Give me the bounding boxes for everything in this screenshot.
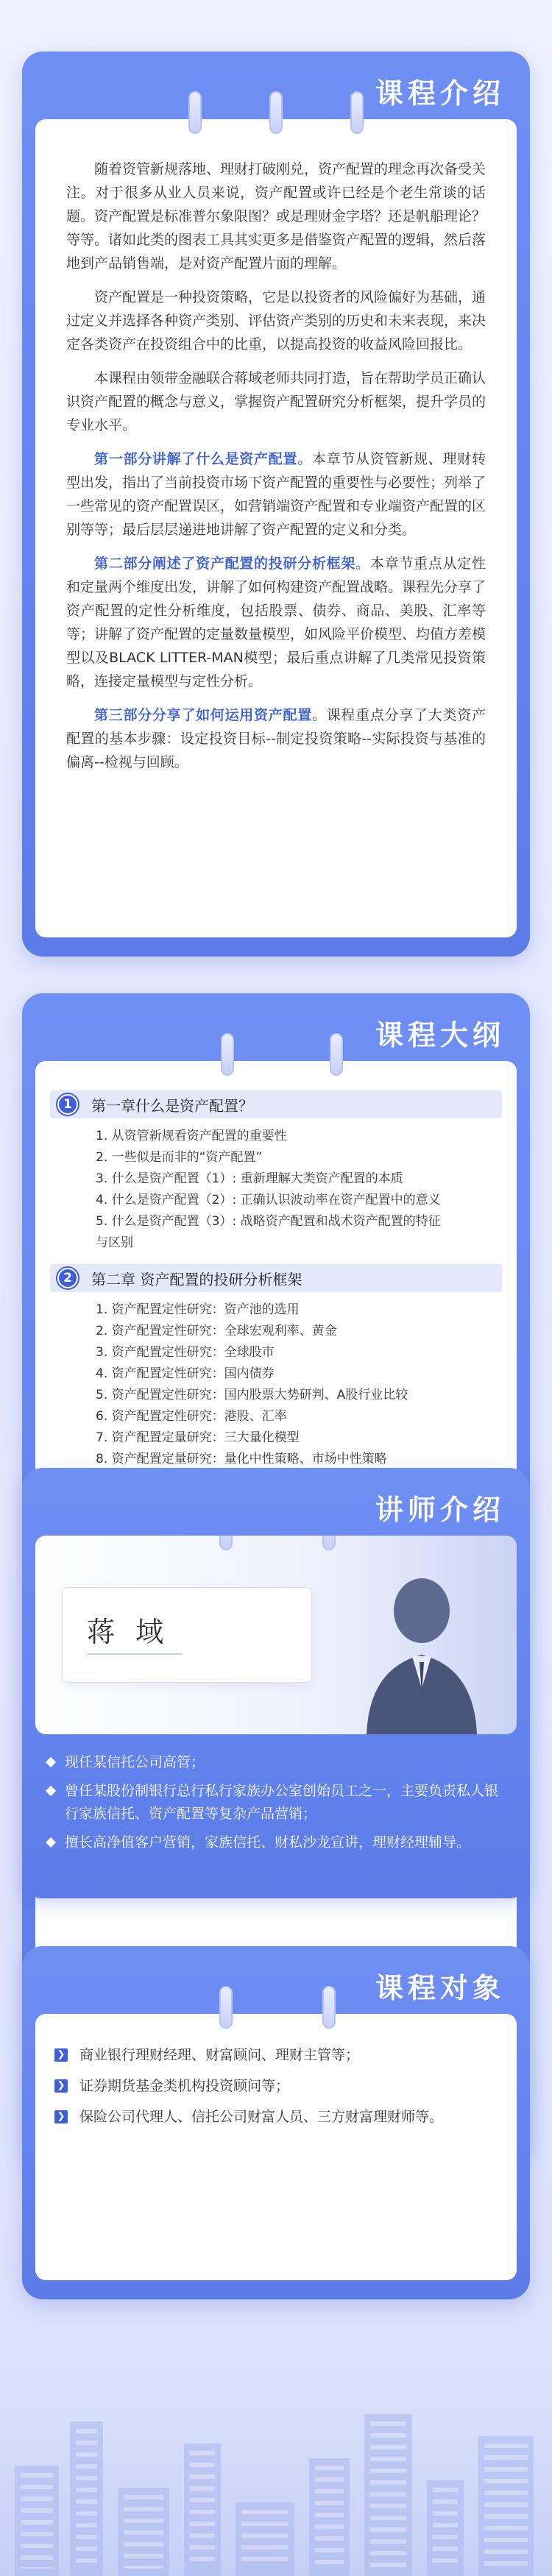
bullet-icon (46, 1757, 56, 1767)
audience-item (54, 2074, 498, 2098)
binder-ring (330, 1033, 343, 1076)
binder-ring (322, 1986, 336, 2029)
outline-item: 3. 资产配置定性研究：全球股市 (96, 1345, 275, 1360)
intro-paragraph: 随着资管新规落地、理财打破刚兑，资产配置的理念再次备受关注。对于很多从业人员来说，资产配置或许已经是个老生常谈的话题。资产配置是标准普尔象限图？或是理财金字塔？还是帆船理论？等等。诸如此类的图表工具其实更多是借鉴资产配置的逻辑，然后落地到产品销售端，是对资产配置片面的理解。 (66, 161, 486, 272)
name-underline (87, 1653, 183, 1655)
chapter-number-badge: 1 (57, 1094, 78, 1115)
binder-ring (350, 91, 364, 134)
outline-item: 8. 资产配置定量研究：量化中性策略、市场中性策略 (96, 1452, 387, 1466)
chapter-title: 第二章 资产配置的投研分析框架 (91, 1270, 302, 1288)
outline-item: 5. 资产配置定性研究：国内股票大势研判、A股行业比较 (96, 1388, 408, 1402)
paragraph-body: 。本章节重点从定性和定量两个维度出发，讲解了如何构建资产配置战略。课程先分享了资产配置的定性分析维度，包括股票、债券、商品、美股、汇率等等；讲解了资产配置的定量数量模型，如风险平价模型、均值方差模型以及BLACK LITTER-MAN模型；最后重点讲解了几类常见投资策略，连接定量模型与定性分析。 (66, 556, 486, 689)
chevron-right-icon: ❯ (54, 2079, 68, 2093)
audience-text: 商业银行理财经理、财富顾问、理财主管等； (79, 2047, 360, 2063)
binder-ring (269, 91, 283, 134)
intro-paragraph (66, 552, 486, 693)
background-skyline (0, 2385, 552, 2576)
intro-paragraph (66, 447, 486, 542)
audience-item (54, 2105, 498, 2129)
outline-item: 与区别 (96, 1235, 133, 1250)
outline-item: 1. 从资管新规看资产配置的重要性 (96, 1129, 287, 1143)
audience-text: 证券期货基金类机构投资顾问等； (79, 2078, 290, 2094)
binder-ring (188, 91, 202, 134)
bullet-icon (46, 1786, 56, 1796)
outline-item: 1. 资产配置定性研究：资产池的选用 (96, 1302, 300, 1317)
audience-text: 保险公司代理人、信托公司财富人员、三方财富理财师等。 (79, 2109, 444, 2125)
chapter-item-list (50, 1118, 502, 1260)
bullet-icon (46, 1837, 56, 1848)
highlight-text: 第一部分讲解了什么是资产配置 (94, 451, 298, 467)
audience-item (54, 2043, 498, 2067)
bullet-text: 现任某信托公司高管； (65, 1754, 205, 1770)
section-title: 课程对象 (375, 1972, 505, 2004)
paragraph-body: 。本章节从资管新规、理财转型出发，指出了当前投资市场下资产配置的重要性与必要性；列举了一些常见的资产配置误区，如营销端资产配置和专业端资产配置的区别等等；最后层层递进地讲解了资产配置的定义和分类。 (66, 451, 486, 538)
binder-ring (219, 1986, 233, 2029)
lecturer-name: 蒋 域 (87, 1616, 170, 1648)
chevron-right-icon: ❯ (54, 2048, 68, 2062)
outline-item: 7. 资产配置定量研究：三大量化模型 (96, 1430, 300, 1445)
lecturer-bullet (44, 1831, 508, 1854)
intro-paragraph: 资产配置是一种投资策略，它是以投资者的风险偏好为基础，通过定义并选择各种资产类别、评估资产类别的历史和未来表现，来决定各类资产在投资组合中的比重，以提高投资的收益风险回报比。 (66, 289, 486, 352)
chapter-number-badge: 2 (57, 1268, 78, 1288)
outline-item: 5. 什么是资产配置（3）: 战略资产配置和战术资产配置的特征 (96, 1214, 441, 1229)
outline-item: 3. 什么是资产配置（1）: 重新理解大类资产配置的本质 (96, 1171, 403, 1186)
lecturer-section (22, 1468, 530, 1898)
chapter-title: 第一章什么是资产配置？ (91, 1096, 253, 1115)
lecturer-bullet-list (44, 1751, 508, 1860)
bullet-text: 曾任某股份制银行总行私行家族办公室创始员工之一，主要负责私人银行家族信托、资产配置等复杂产品营销； (65, 1783, 499, 1822)
outline-item: 4. 资产配置定性研究：国内债券 (96, 1366, 275, 1381)
highlight-text: 第二部分阐述了资产配置的投研分析框架 (94, 556, 356, 572)
chevron-right-icon: ❯ (54, 2110, 68, 2123)
section-title: 课程大纲 (375, 1019, 505, 1051)
chapter-header (50, 1090, 502, 1118)
highlight-text: 第三部分分享了如何运用资产配置 (94, 707, 312, 723)
person-silhouette-icon (359, 1565, 484, 1734)
section-title: 讲师介绍 (375, 1494, 505, 1526)
lecturer-photo (359, 1565, 484, 1734)
paragraph-body: 。课程重点分享了大类资产配置的基本步骤：设定投资目标--制定投资策略--实际投资与基准的偏离--检视与回顾。 (66, 707, 486, 770)
outline-item: 4. 什么是资产配置（2）: 正确认识波动率在资产配置中的意义 (96, 1193, 441, 1207)
intro-paragraph: 本课程由领带金融联合蒋域老师共同打造，旨在帮助学员正确认识资产配置的概念与意义，掌握资产配置研究分析框架，提升学员的专业水平。 (66, 370, 486, 433)
audience-card (35, 2014, 517, 2280)
outline-item: 2. 资产配置定性研究：全球宏观利率、黄金 (96, 1324, 337, 1338)
binder-ring (221, 1033, 234, 1076)
binder-ring (219, 1536, 233, 1550)
lecturer-bullet (44, 1780, 508, 1825)
outline-item: 2. 一些似是而非的“资产配置” (96, 1150, 263, 1165)
course-intro-section (22, 52, 530, 957)
outline-item: 6. 资产配置定性研究：港股、汇率 (96, 1409, 287, 1424)
section-title: 课程介绍 (375, 77, 505, 110)
chapter-header (50, 1264, 502, 1292)
intro-card (35, 119, 517, 937)
binder-ring (322, 1536, 336, 1550)
bullet-text: 擅长高净值客户营销，家族信托、财私沙龙宣讲，理财经理辅导。 (65, 1834, 471, 1851)
audience-section (22, 1946, 530, 2299)
lecturer-bullet (44, 1751, 508, 1774)
lecturer-card (35, 1536, 517, 1734)
intro-paragraph (66, 703, 486, 774)
